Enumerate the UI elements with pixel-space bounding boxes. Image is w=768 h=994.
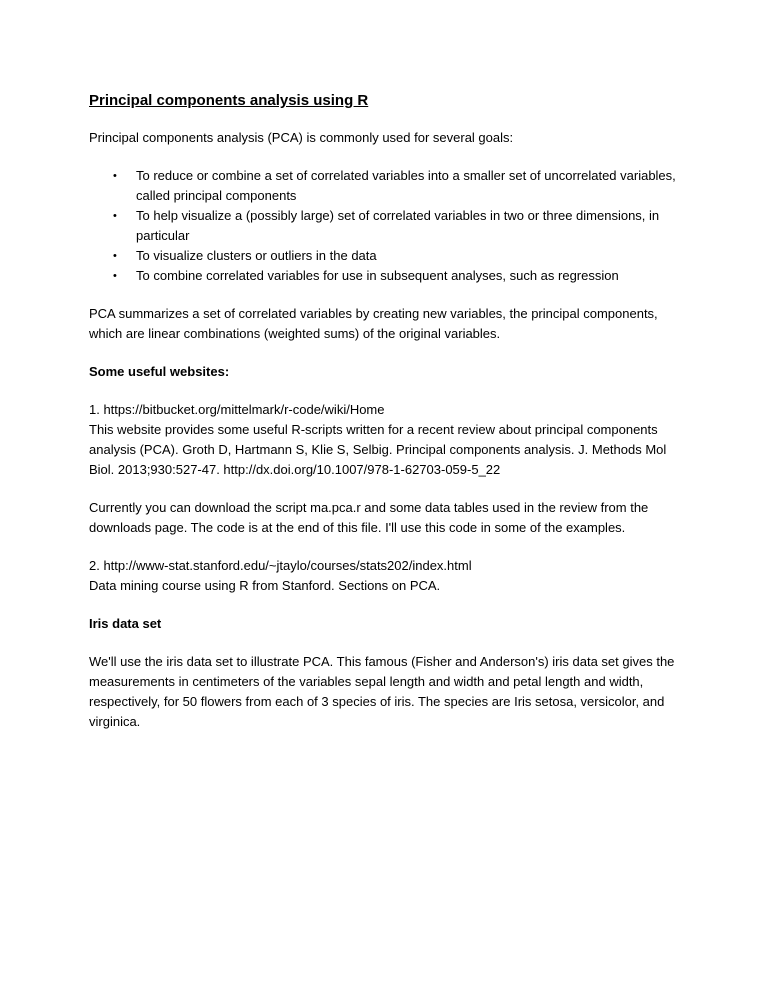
list-item-text: To combine correlated variables for use in subsequent analyses, such as regression	[136, 268, 619, 283]
bullet-icon: •	[113, 270, 117, 282]
list-item-text: To visualize clusters or outliers in the data	[136, 248, 377, 263]
website-1-link: 1. https://bitbucket.org/mittelmark/r-code/wiki/Home	[89, 402, 385, 417]
intro-paragraph: Principal components analysis (PCA) is commonly used for several goals:	[89, 130, 514, 145]
list-item-text: To help visualize a (possibly large) set of correlated variables in two or three dimensions, in particular	[136, 208, 660, 243]
goals-list	[89, 166, 689, 286]
bullet-icon: •	[113, 170, 117, 182]
list-item	[89, 266, 689, 286]
list-item	[89, 246, 689, 266]
list-item	[89, 206, 689, 246]
iris-paragraph: We'll use the iris data set to illustrate PCA. This famous (Fisher and Anderson's) iris data set gives the measurements in centimeters of the variables sepal length and width and petal length and width, respectively, for 50 flowers from each of 3 species of iris. The species are Iris setosa, versicolor, and virginica.	[89, 654, 675, 729]
website-1-description: This website provides some useful R-scripts written for a recent review about principal components analysis (PCA). Groth D, Hartmann S, Klie S, Selbig. Principal components analysis. J. Methods Mol Biol. 2013;930:527-47. http://dx.doi.org/10.1007/978-1-62703-059-5_22	[89, 422, 667, 477]
website-2-link: 2. http://www-stat.stanford.edu/~jtaylo/courses/stats202/index.html	[89, 558, 472, 573]
summary-paragraph: PCA summarizes a set of correlated variables by creating new variables, the principal components, which are linear combinations (weighted sums) of the original variables.	[89, 306, 658, 341]
document-page	[89, 90, 689, 732]
websites-heading: Some useful websites:	[89, 364, 230, 379]
download-note-paragraph: Currently you can download the script ma.pca.r and some data tables used in the review from the downloads page. The code is at the end of this file. I'll use this code in some of the examples.	[89, 500, 649, 535]
list-item-text: To reduce or combine a set of correlated variables into a smaller set of uncorrelated variables, called principal components	[136, 168, 676, 203]
bullet-icon: •	[113, 210, 117, 222]
iris-heading: Iris data set	[89, 616, 162, 631]
list-item	[89, 166, 689, 206]
bullet-icon: •	[113, 250, 117, 262]
website-1-block	[89, 400, 689, 480]
website-2-description: Data mining course using R from Stanford. Sections on PCA.	[89, 578, 441, 593]
page-title: Principal components analysis using R	[89, 92, 369, 109]
website-2-block	[89, 556, 689, 596]
